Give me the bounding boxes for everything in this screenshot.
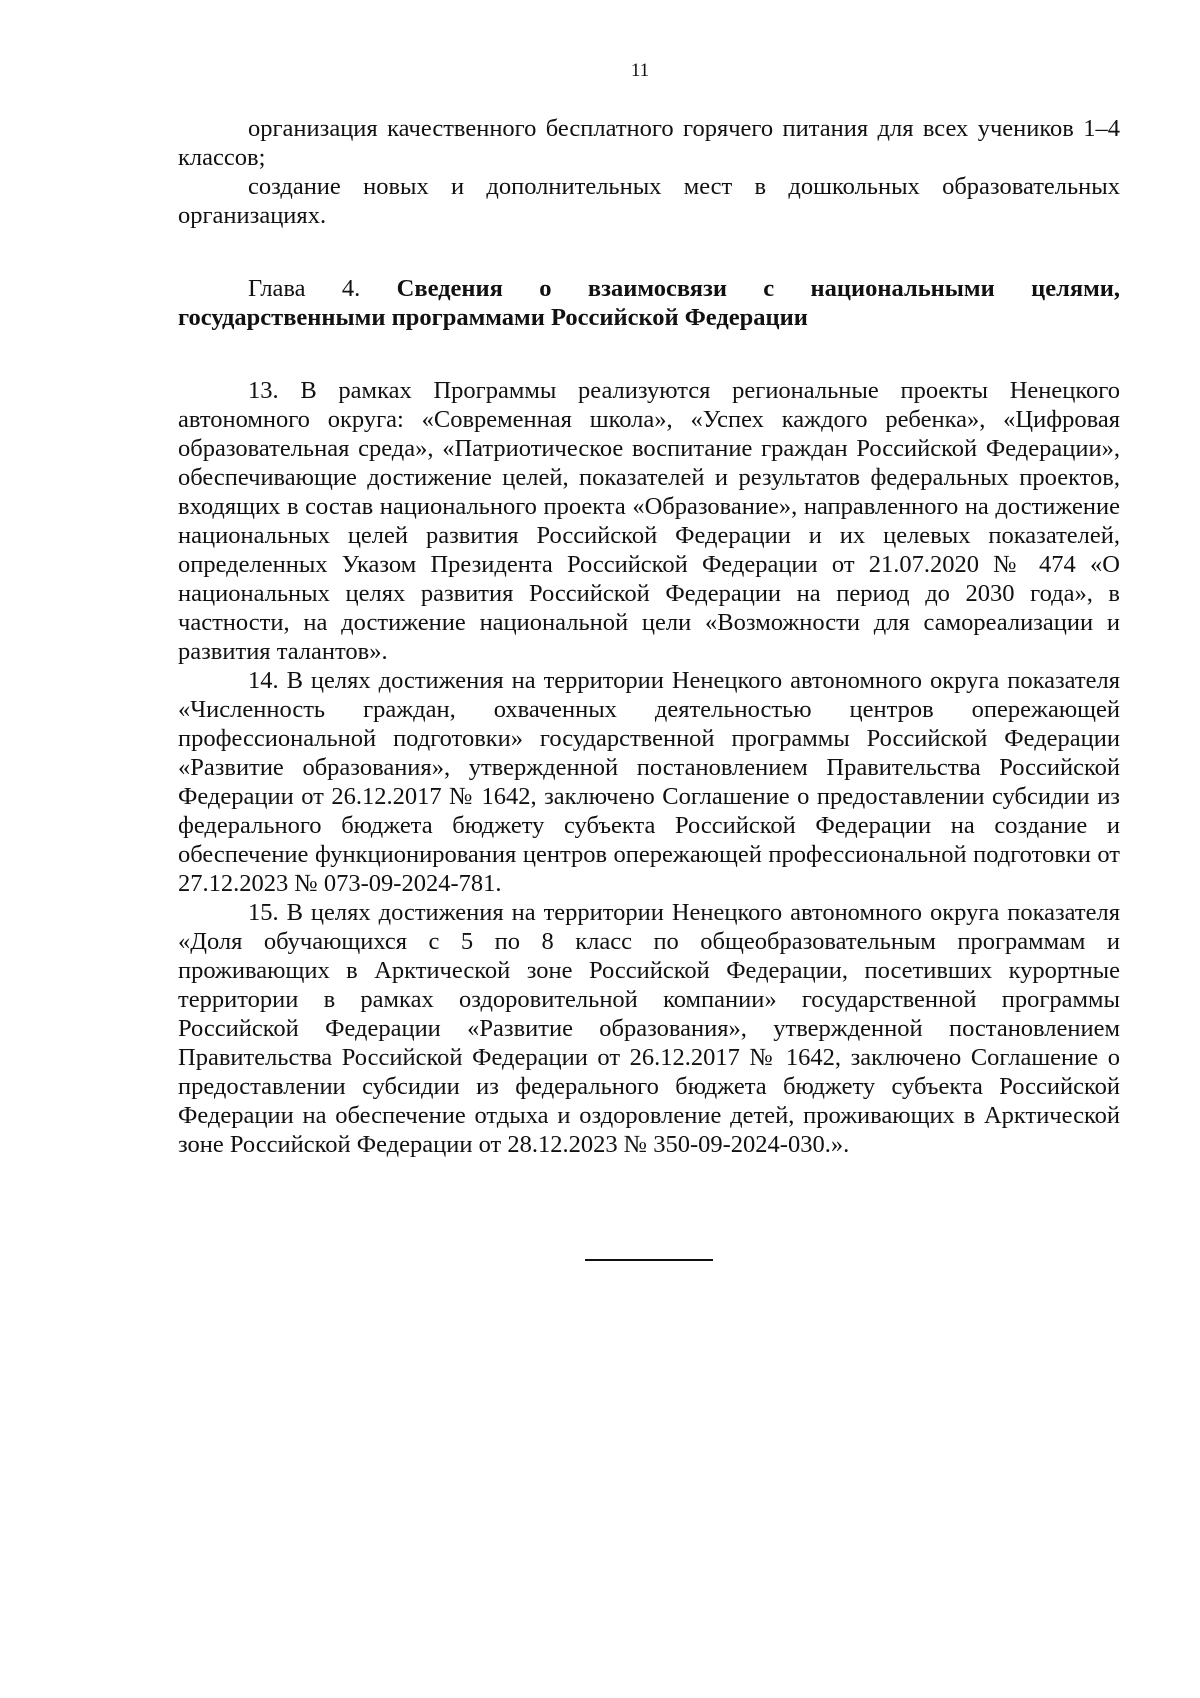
paragraph-14: 14. В целях достижения на территории Ненецкого автономного округа показателя «Численность граждан, охваченных деятельностью центров опережающей профессиональной подготовки» государственной программы Российской Федерации «Развитие образования», утвержденной постановлением Правительства Российской Федерации от 26.12.2017 № 1642, заключено Соглашение о предоставлении субсидии из федерального бюджета бюджету субъекта Российской Федерации на создание и обеспечение функционирования центров опережающей профессиональной подготовки от 27.12.2023 № 073-09-2024-781.: [178, 667, 1120, 897]
end-of-document-rule: [585, 1259, 713, 1261]
chapter-heading: [178, 274, 1120, 332]
chapter-title: Сведения о взаимосвязи с национальными целями, государственными программами Российской Федерации: [178, 275, 1121, 331]
paragraph-preschool-places: создание новых и дополнительных мест в дошкольных образовательных организациях.: [178, 173, 1120, 229]
paragraph-13: 13. В рамках Программы реализуются региональные проекты Ненецкого автономного округа: «Современная школа», «Успех каждого ребенка», «Цифровая образовательная среда», «Патриотическое воспитание граждан Российской Федерации», обеспечивающие достижение целей, показателей и результатов федеральных проектов, входящих в состав национального проекта «Образование», направленного на достижение национальных целей развития Российской Федерации и их целевых показателей, определенных Указом Президента Российской Федерации от 21.07.2020 № 474 «О национальных целях развития Российской Федерации на период до 2030 года», в частности, на достижение национальной цели «Возможности для самореализации и развития талантов».: [178, 377, 1120, 665]
spacer: [178, 230, 1120, 274]
paragraph-15: 15. В целях достижения на территории Ненецкого автономного округа показателя «Доля обучающихся с 5 по 8 класс по общеобразовательным программам и проживающих в Арктической зоне Российской Федерации, посетивших курортные территории в рамках оздоровительной компании» государственной программы Российской Федерации «Развитие образования», утвержденной постановлением Правительства Российской Федерации от 26.12.2017 № 1642, заключено Соглашение о предоставлении субсидии из федерального бюджета бюджету субъекта Российской Федерации на обеспечение отдыха и оздоровление детей, проживающих в Арктической зоне Российской Федерации от 28.12.2023 № 350-09-2024-030.».: [178, 899, 1120, 1158]
spacer: [178, 332, 1120, 376]
page-number: 11: [630, 60, 650, 81]
document-body: [178, 114, 1120, 1159]
chapter-number: Глава 4.: [248, 275, 361, 302]
paragraph-hot-meals: организация качественного бесплатного горячего питания для всех учеников 1–4 классов;: [178, 115, 1120, 171]
